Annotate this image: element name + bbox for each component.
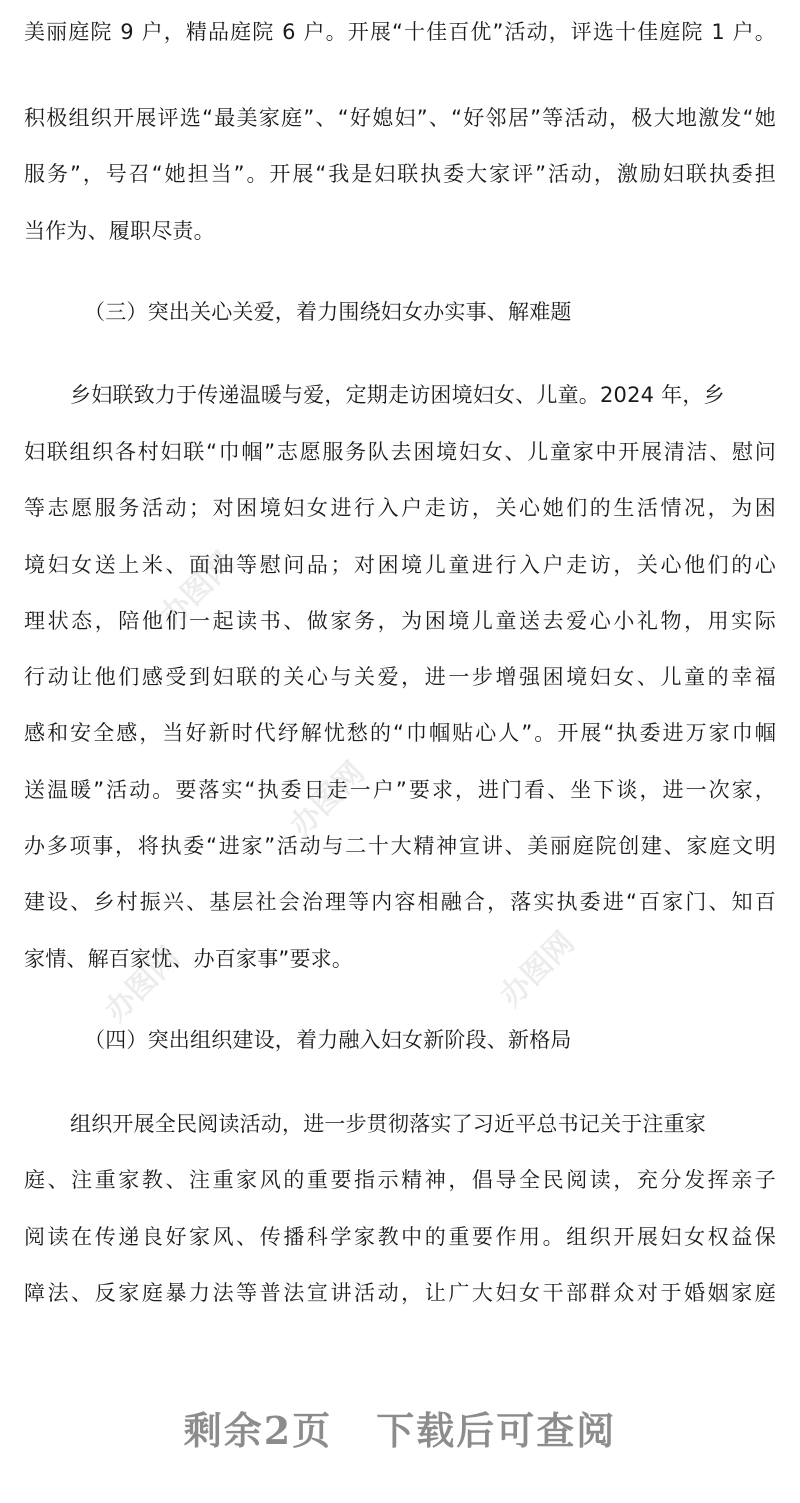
text-line: 感和安全感，当好新时代纾解忧愁的“巾帼贴心人”。开展“执委进万家巾帼: [24, 721, 776, 745]
text-line: 境妇女送上米、面油等慰问品；对困境儿童进行入户走访，关心他们的心: [24, 553, 776, 577]
remaining-pages-label: 剩余2页: [183, 1408, 333, 1453]
text-line: 积极组织开展评选“最美家庭”、“好媳妇”、“好邻居”等活动，极大地激发“她: [24, 106, 776, 130]
text-line: 乡妇联致力于传递温暖与爱，定期走访困境妇女、儿童。2024 年，乡: [70, 383, 725, 407]
text-line: 等志愿服务活动；对困境妇女进行入户走访，关心她们的生活情况，为困: [24, 496, 776, 520]
text-line: 庭、注重家教、注重家风的重要指示精神，倡导全民阅读，充分发挥亲子: [24, 1168, 776, 1192]
text-line: 办多项事，将执委“进家”活动与二十大精神宣讲、美丽庭院创建、家庭文明: [24, 834, 776, 858]
text-line: 组织开展全民阅读活动，进一步贯彻落实了习近平总书记关于注重家: [70, 1112, 706, 1136]
text-line: 妇联组织各村妇联“巾帼”志愿服务队去困境妇女、儿童家中开展清洁、慰问: [24, 440, 776, 464]
text-line: 理状态，陪他们一起读书、做家务，为困境儿童送去爱心小礼物，用实际: [24, 609, 776, 633]
section-heading: （三）突出关心关爱，着力围绕妇女办实事、解难题: [84, 300, 572, 324]
text-line: 障法、反家庭暴力法等普法宣讲活动，让广大妇女干部群众对于婚姻家庭: [24, 1281, 776, 1305]
watermark: 办图网: [283, 755, 372, 844]
text-line: 服务”，号召“她担当”。开展“我是妇联执委大家评”活动，激励妇联执委担: [24, 162, 776, 186]
text-line: 建设、乡村振兴、基层社会治理等内容相融合，落实执委进“百家门、知百: [24, 890, 776, 914]
section-heading: （四）突出组织建设，着力融入妇女新阶段、新格局: [84, 1028, 572, 1052]
text-line: 家情、解百家忧、办百家事”要求。: [24, 947, 354, 971]
text-line: 美丽庭院 9 户，精品庭院 6 户。开展“十佳百优”活动，评选十佳庭院 1 户。: [24, 20, 776, 44]
text-line: 行动让他们感受到妇联的关心与关爱，进一步增强困境妇女、儿童的幸福: [24, 665, 776, 689]
text-line: 当作为、履职尽责。: [24, 219, 215, 243]
text-line: 送温暖”活动。要落实“执委日走一户”要求，进门看、坐下谈，进一次家，: [24, 778, 776, 802]
watermark: 办图网: [98, 940, 187, 1029]
download-prompt[interactable]: [0, 1400, 800, 1455]
text-line: 阅读在传递良好家风、传播科学家教中的重要作用。组织开展妇女权益保: [24, 1225, 776, 1249]
download-to-read-label: 下载后可查阅: [376, 1408, 617, 1453]
watermark: 办图网: [153, 545, 242, 634]
watermark: 办图网: [493, 925, 582, 1014]
